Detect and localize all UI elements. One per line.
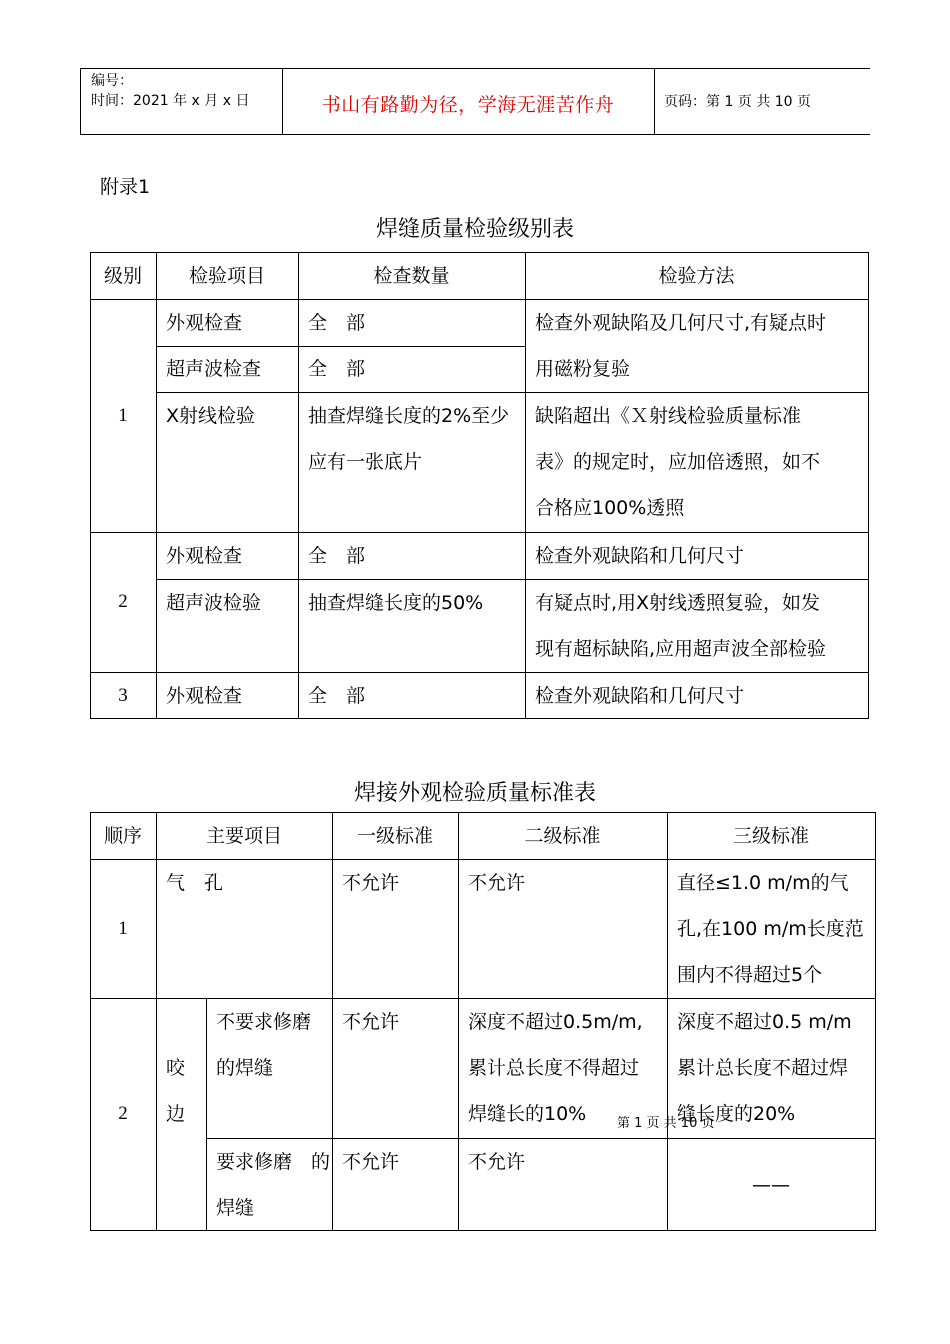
table1-method-line: 缺陷超出《Ｘ射线检验质量标准 (535, 405, 802, 427)
table2-subitem-line: 不要求修磨 (216, 1011, 312, 1033)
table1-item: 外观检查 (166, 312, 243, 334)
table2-item-char: 咬 (166, 1057, 186, 1079)
table2-order-1: 1 (118, 918, 128, 939)
table2-rule (332, 812, 333, 1231)
table2-subitem-line: 的焊缝 (216, 1057, 274, 1079)
table2-grade1-value: 不允许 (342, 1151, 400, 1173)
table2-rule (156, 812, 157, 1231)
table2-title: 焊接外观检验质量标准表 (353, 781, 596, 806)
table2-grade3-line: 孔,在100 m/m长度范 (677, 918, 864, 940)
table2-rule (90, 1230, 876, 1231)
table1-title: 焊缝质量检验级别表 (375, 217, 574, 242)
table1-quantity: 全 部 (308, 685, 366, 707)
table1-header-level: 级别 (103, 265, 142, 287)
table1-quantity: 全 部 (308, 545, 366, 567)
table1-method: 检查外观缺陷和几何尺寸 (535, 545, 745, 567)
table2-rule (875, 812, 876, 1231)
table2-item: 气 孔 (166, 872, 224, 894)
table1-level-1: 1 (118, 405, 128, 426)
table1-item: 外观检查 (166, 545, 243, 567)
table2-grade1-value: 不允许 (342, 1011, 400, 1033)
table1-method: 检查外观缺陷和几何尺寸 (535, 685, 745, 707)
table2-grade3-line: 缝长度的20% (677, 1103, 796, 1125)
table1-method-line: 有疑点时,用X射线透照复验，如发 (535, 592, 821, 614)
document-number-label: 编号： (91, 73, 133, 89)
table1-item: 外观检查 (166, 685, 243, 707)
page-info: 页码：第 1 页 共 10 页 (664, 94, 811, 110)
motto-text: 书山有路勤为径，学海无涯苦作舟 (321, 94, 615, 116)
appendix-label: 附录1 (100, 176, 151, 198)
document-date: 时间：2021 年 x 月 x 日 (91, 93, 250, 109)
table2-header-grade3: 三级标准 (732, 825, 809, 847)
table1-quantity: 抽查焊缝长度的50% (308, 592, 484, 614)
table1-item: X射线检验 (166, 405, 256, 427)
table1-method-line: 现有超标缺陷,应用超声波全部检验 (535, 638, 827, 660)
table2-header-grade1: 一级标准 (356, 825, 433, 847)
table1-method-line: 合格应100%透照 (535, 497, 685, 519)
table1-level-3: 3 (118, 685, 128, 706)
table2-grade3-line: 累计总长度不超过焊 (677, 1057, 849, 1079)
table2-grade1-value: 不允许 (342, 872, 400, 894)
table2-rule (206, 998, 207, 1231)
footer-page-number: 第 1 页 共 10 页 (617, 1116, 715, 1131)
table2-grade3-line: 直径≤1.0 m/m的气 (677, 872, 849, 894)
table2-rule (90, 812, 91, 1231)
table2-header-order: 顺序 (103, 825, 142, 847)
table1-header-item: 检验项目 (188, 265, 265, 287)
table1-level-2: 2 (118, 591, 128, 612)
table1-quantity-line: 应有一张底片 (308, 451, 423, 473)
table2-item-char: 边 (166, 1103, 186, 1125)
table2-grade3-value: —— (752, 1174, 790, 1196)
table1-method-line: 检查外观缺陷及几何尺寸,有疑点时 (535, 312, 827, 334)
table2-grade3-line: 围内不得超过5个 (677, 964, 823, 986)
table1-method-line: 用磁粉复验 (535, 358, 631, 380)
table1-header-method: 检验方法 (658, 265, 735, 287)
table1-quantity: 全 部 (308, 358, 366, 380)
table2-grade2-line: 深度不超过0.5m/m, (468, 1011, 643, 1033)
table1-quantity-line: 抽查焊缝长度的2%至少 (308, 405, 510, 427)
table2-grade2-line: 累计总长度不得超过 (468, 1057, 640, 1079)
table2-header-item: 主要项目 (205, 825, 282, 847)
table1-header-quantity: 检查数量 (373, 265, 450, 287)
table2-grade3-line: 深度不超过0.5 m/m (677, 1011, 852, 1033)
table1-item: 超声波检查 (166, 358, 262, 380)
table2-grade2-value: 不允许 (468, 1151, 526, 1173)
table1-quantity: 全 部 (308, 312, 366, 334)
table2-rule (458, 812, 459, 1231)
table2-subitem-line: 焊缝 (216, 1197, 255, 1219)
table1-item: 超声波检验 (166, 592, 262, 614)
table2-order-2: 2 (118, 1103, 128, 1124)
table2-grade2-line: 焊缝长的10% (468, 1103, 587, 1125)
table1-method-line: 表》的规定时，应加倍透照，如不 (535, 451, 821, 473)
table2-header-grade2: 二级标准 (524, 825, 601, 847)
table2-subitem-line: 要求修磨 的 (216, 1151, 331, 1173)
table2-grade2-value: 不允许 (468, 872, 526, 894)
